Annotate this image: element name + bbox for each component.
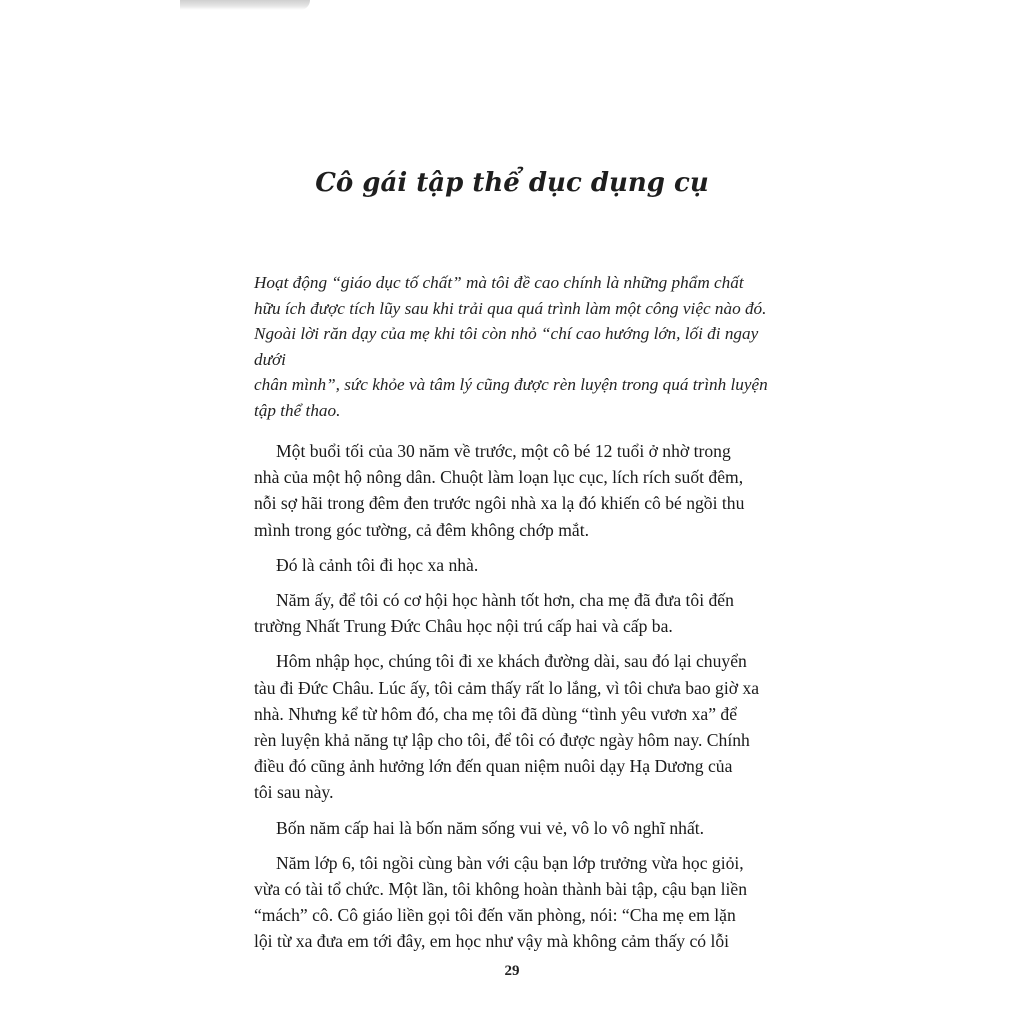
text-line: trường Nhất Trung Đức Châu học nội trú cấp hai và cấp ba. — [254, 616, 673, 637]
text-line: tôi sau này. — [254, 782, 334, 803]
intro-line-text: Hoạt động “giáo dục tố chất” mà tôi đề cao chính là những phẩm chất — [254, 273, 744, 292]
intro-line — [254, 372, 774, 398]
text-line: nhà. Nhưng kể từ hôm đó, cha mẹ tôi đã dùng “tình yêu vươn xa” để — [254, 703, 738, 724]
paragraph — [254, 587, 772, 639]
text-line: điều đó cũng ảnh hưởng lớn đến quan niệm nuôi dạy Hạ Dương của — [254, 756, 733, 777]
text-line: nhà của một hộ nông dân. Chuột làm loạn lục cục, lích rích suốt đêm, — [254, 467, 744, 488]
text-line: vừa có tài tổ chức. Một lần, tôi không hoàn thành bài tập, cậu bạn liền — [254, 879, 747, 900]
text-line: Đó là cảnh tôi đi học xa nhà. — [276, 554, 479, 575]
text-line: nỗi sợ hãi trong đêm đen trước ngôi nhà xa lạ đó khiến cô bé ngồi thu — [254, 493, 745, 514]
paragraph — [254, 648, 772, 805]
text-line: Hôm nhập học, chúng tôi đi xe khách đường dài, sau đó lại chuyển — [276, 651, 747, 672]
intro-line — [254, 321, 774, 372]
text-line: Một buổi tối của 30 năm về trước, một cô bé 12 tuổi ở nhờ trong — [276, 441, 731, 461]
paragraph — [254, 438, 772, 543]
intro-line — [254, 270, 774, 296]
paragraph — [254, 552, 772, 578]
chapter-intro — [254, 270, 774, 424]
text-line: rèn luyện khả năng tự lập cho tôi, để tôi có được ngày hôm nay. Chính — [254, 730, 750, 751]
paragraph — [254, 850, 772, 955]
chapter-title: Cô gái tập thể dục dụng cụ — [315, 168, 709, 198]
intro-line — [254, 296, 774, 322]
intro-line-text: hữu ích được tích lũy sau khi trải qua quá trình làm một công việc nào đó. — [254, 298, 767, 318]
page-number: 29 — [504, 963, 520, 979]
text-line: “mách” cô. Cô giáo liền gọi tôi đến văn phòng, nói: “Cha mẹ em lặn — [254, 905, 736, 926]
text-line: Năm ấy, để tôi có cơ hội học hành tốt hơn, cha mẹ đã đưa tôi đến — [276, 590, 734, 611]
intro-line-text: tập thể thao. — [254, 400, 341, 420]
text-line: tàu đi Đức Châu. Lúc ấy, tôi cảm thấy rất lo lắng, vì tôi chưa bao giờ xa — [254, 677, 760, 698]
paragraph — [254, 815, 772, 841]
body-text — [254, 438, 772, 964]
intro-line — [254, 398, 774, 424]
text-line: Năm lớp 6, tôi ngồi cùng bàn với cậu bạn lớp trưởng vừa học giỏi, — [276, 852, 744, 873]
intro-line-text: chân mình”, sức khỏe và tâm lý cũng được rèn luyện trong quá trình luyện — [254, 375, 768, 395]
text-line: lội từ xa đưa em tới đây, em học như vậy mà không cảm thấy có lỗi — [254, 931, 730, 952]
text-line: Bốn năm cấp hai là bốn năm sống vui vẻ, vô lo vô nghĩ nhất. — [276, 817, 705, 838]
text-line: mình trong góc tường, cả đêm không chớp mắt. — [254, 519, 589, 540]
intro-line-text: Ngoài lời răn dạy của mẹ khi tôi còn nhỏ “chí cao hướng lớn, lối đi ngay dưới — [254, 324, 759, 369]
